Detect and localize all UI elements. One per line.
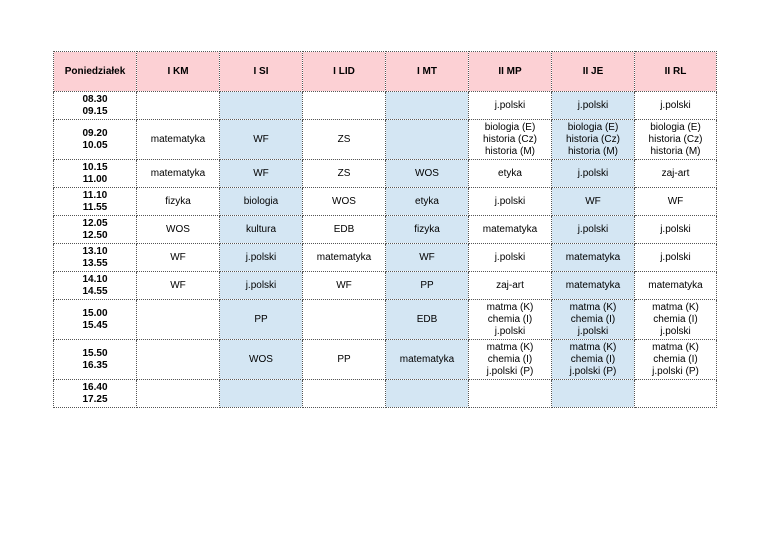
- lesson-cell: [137, 188, 220, 216]
- lesson-cell: [635, 216, 717, 244]
- lesson-cell: [552, 216, 635, 244]
- lesson-label: biologia: [243, 195, 279, 207]
- lesson-cell: [386, 340, 469, 380]
- lesson-cell: [303, 92, 386, 120]
- table-row: [54, 340, 717, 380]
- table-row: [54, 300, 717, 340]
- lesson-cell: [386, 244, 469, 272]
- lesson-label: WF: [336, 279, 352, 291]
- lesson-cell: [137, 216, 220, 244]
- class-header: II JE: [552, 52, 635, 92]
- class-header: I MT: [386, 52, 469, 92]
- time-slot-cell: [54, 160, 137, 188]
- lesson-cell: [220, 300, 303, 340]
- lesson-label: WOS: [332, 195, 356, 207]
- lesson-cell: [469, 92, 552, 120]
- lesson-label: matma (K) chemia (I) j.polski: [486, 301, 534, 337]
- lesson-cell: [303, 188, 386, 216]
- time-slot-label: 09.20 10.05: [82, 127, 108, 151]
- lesson-label: WOS: [415, 167, 439, 179]
- time-slot-label: 11.10 11.55: [82, 189, 108, 213]
- time-slot-cell: [54, 272, 137, 300]
- lesson-cell: [552, 188, 635, 216]
- lesson-cell: [386, 92, 469, 120]
- lesson-cell: [635, 300, 717, 340]
- lesson-cell: [137, 92, 220, 120]
- lesson-label: matematyka: [482, 223, 538, 235]
- lesson-cell: [635, 380, 717, 408]
- time-slot-cell: [54, 92, 137, 120]
- lesson-cell: [303, 120, 386, 160]
- class-header: I LID: [303, 52, 386, 92]
- table-row: [54, 160, 717, 188]
- lesson-label: biologia (E) historia (Cz) historia (M): [648, 121, 703, 157]
- lesson-cell: [635, 272, 717, 300]
- lesson-cell: [137, 160, 220, 188]
- lesson-cell: [552, 120, 635, 160]
- lesson-cell: [469, 340, 552, 380]
- lesson-cell: [303, 380, 386, 408]
- lesson-label: matematyka: [565, 251, 621, 263]
- table-row: [54, 244, 717, 272]
- lesson-cell: [552, 244, 635, 272]
- lesson-cell: [386, 160, 469, 188]
- lesson-cell: [635, 340, 717, 380]
- lesson-cell: [552, 340, 635, 380]
- time-slot-cell: [54, 300, 137, 340]
- lesson-cell: [552, 92, 635, 120]
- time-slot-label: 12.05 12.50: [82, 217, 108, 241]
- lesson-label: PP: [254, 313, 268, 325]
- lesson-label: ZS: [337, 133, 351, 145]
- lesson-cell: [469, 160, 552, 188]
- lesson-label: j.polski: [494, 99, 526, 111]
- lesson-label: WF: [253, 167, 269, 179]
- lesson-label: matematyka: [565, 279, 621, 291]
- time-slot-label: 10.15 11.00: [82, 161, 108, 185]
- lesson-label: fizyka: [165, 195, 191, 207]
- lesson-cell: [303, 244, 386, 272]
- lesson-cell: [220, 380, 303, 408]
- class-header: II MP: [469, 52, 552, 92]
- time-slot-label: 16.40 17.25: [82, 381, 108, 405]
- lesson-cell: [220, 120, 303, 160]
- lesson-cell: [137, 300, 220, 340]
- lesson-label: PP: [337, 353, 351, 365]
- table-row: [54, 216, 717, 244]
- lesson-cell: [137, 340, 220, 380]
- lesson-label: matma (K) chemia (I) j.polski: [652, 301, 699, 337]
- lesson-cell: [220, 244, 303, 272]
- time-slot-cell: [54, 216, 137, 244]
- lesson-label: WOS: [166, 223, 190, 235]
- table-row: [54, 380, 717, 408]
- lesson-label: matma (K) chemia (I) j.polski: [569, 301, 617, 337]
- lesson-label: PP: [420, 279, 434, 291]
- time-slot-label: 15.50 16.35: [82, 347, 108, 371]
- lesson-label: WOS: [249, 353, 273, 365]
- lesson-cell: [386, 300, 469, 340]
- lesson-cell: [386, 120, 469, 160]
- lesson-label: j.polski: [494, 195, 526, 207]
- lesson-cell: [137, 120, 220, 160]
- lesson-label: WF: [585, 195, 601, 207]
- lesson-cell: [635, 188, 717, 216]
- lesson-label: ZS: [337, 167, 351, 179]
- table-row: [54, 188, 717, 216]
- lesson-label: WF: [419, 251, 435, 263]
- lesson-cell: [220, 160, 303, 188]
- lesson-cell: [220, 272, 303, 300]
- lesson-label: etyka: [498, 167, 522, 179]
- lesson-label: WF: [170, 279, 186, 291]
- lesson-label: WF: [667, 195, 684, 207]
- lesson-cell: [635, 244, 717, 272]
- lesson-label: EDB: [333, 223, 355, 235]
- lesson-cell: [635, 120, 717, 160]
- time-slot-label: 13.10 13.55: [82, 245, 108, 269]
- lesson-label: biologia (E) historia (Cz) historia (M): [483, 121, 537, 157]
- lesson-cell: [220, 340, 303, 380]
- lesson-cell: [635, 92, 717, 120]
- class-header: II RL: [635, 52, 717, 92]
- lesson-cell: [137, 272, 220, 300]
- timetable-body: [54, 92, 717, 408]
- lesson-cell: [635, 160, 717, 188]
- lesson-cell: [303, 216, 386, 244]
- time-slot-cell: [54, 340, 137, 380]
- lesson-cell: [552, 272, 635, 300]
- lesson-label: j.polski: [660, 223, 691, 235]
- time-slot-label: 08.30 09.15: [82, 93, 108, 117]
- lesson-label: j.polski: [577, 99, 609, 111]
- lesson-cell: [469, 272, 552, 300]
- lesson-label: matma (K) chemia (I) j.polski (P): [486, 341, 534, 377]
- lesson-label: j.polski: [245, 279, 277, 291]
- time-slot-label: 15.00 15.45: [82, 307, 108, 331]
- schedule-page: [53, 51, 717, 408]
- header-row: [54, 52, 717, 92]
- lesson-cell: [552, 160, 635, 188]
- lesson-cell: [386, 380, 469, 408]
- lesson-label: fizyka: [414, 223, 440, 235]
- class-header: I KM: [137, 52, 220, 92]
- time-slot-cell: [54, 188, 137, 216]
- lesson-cell: [137, 244, 220, 272]
- lesson-cell: [137, 380, 220, 408]
- lesson-label: kultura: [245, 223, 276, 235]
- table-row: [54, 272, 717, 300]
- lesson-label: matematyka: [316, 251, 372, 263]
- lesson-cell: [303, 300, 386, 340]
- lesson-label: biologia (E) historia (Cz) historia (M): [566, 121, 620, 157]
- lesson-label: zaj-art: [496, 279, 524, 291]
- time-slot-cell: [54, 120, 137, 160]
- lesson-label: WF: [170, 251, 186, 263]
- lesson-label: matematyka: [648, 279, 703, 291]
- time-slot-cell: [54, 380, 137, 408]
- time-slot-cell: [54, 244, 137, 272]
- lesson-cell: [303, 272, 386, 300]
- lesson-label: j.polski: [577, 223, 609, 235]
- time-slot-label: 14.10 14.55: [82, 273, 108, 297]
- lesson-cell: [220, 188, 303, 216]
- lesson-cell: [469, 216, 552, 244]
- lesson-cell: [386, 272, 469, 300]
- table-row: [54, 92, 717, 120]
- day-header: Poniedziałek: [54, 52, 137, 92]
- lesson-cell: [386, 188, 469, 216]
- lesson-label: j.polski: [494, 251, 526, 263]
- lesson-label: matematyka: [399, 353, 455, 365]
- class-header: I SI: [220, 52, 303, 92]
- lesson-label: j.polski: [577, 167, 609, 179]
- lesson-label: zaj-art: [661, 167, 690, 179]
- lesson-cell: [220, 92, 303, 120]
- lesson-cell: [552, 380, 635, 408]
- lesson-cell: [469, 244, 552, 272]
- lesson-cell: [469, 188, 552, 216]
- lesson-label: j.polski: [660, 99, 691, 111]
- lesson-label: EDB: [416, 313, 438, 325]
- lesson-label: j.polski: [660, 251, 691, 263]
- lesson-cell: [386, 216, 469, 244]
- lesson-cell: [469, 380, 552, 408]
- lesson-cell: [303, 160, 386, 188]
- lesson-cell: [469, 300, 552, 340]
- lesson-label: j.polski: [245, 251, 277, 263]
- lesson-label: matma (K) chemia (I) j.polski (P): [652, 341, 699, 377]
- timetable: [53, 51, 717, 408]
- lesson-cell: [220, 216, 303, 244]
- lesson-label: WF: [253, 133, 269, 145]
- lesson-label: matematyka: [150, 133, 206, 145]
- lesson-cell: [552, 300, 635, 340]
- lesson-cell: [469, 120, 552, 160]
- lesson-label: matma (K) chemia (I) j.polski (P): [569, 341, 617, 377]
- lesson-label: etyka: [415, 195, 439, 207]
- table-row: [54, 120, 717, 160]
- lesson-label: matematyka: [150, 167, 206, 179]
- lesson-cell: [303, 340, 386, 380]
